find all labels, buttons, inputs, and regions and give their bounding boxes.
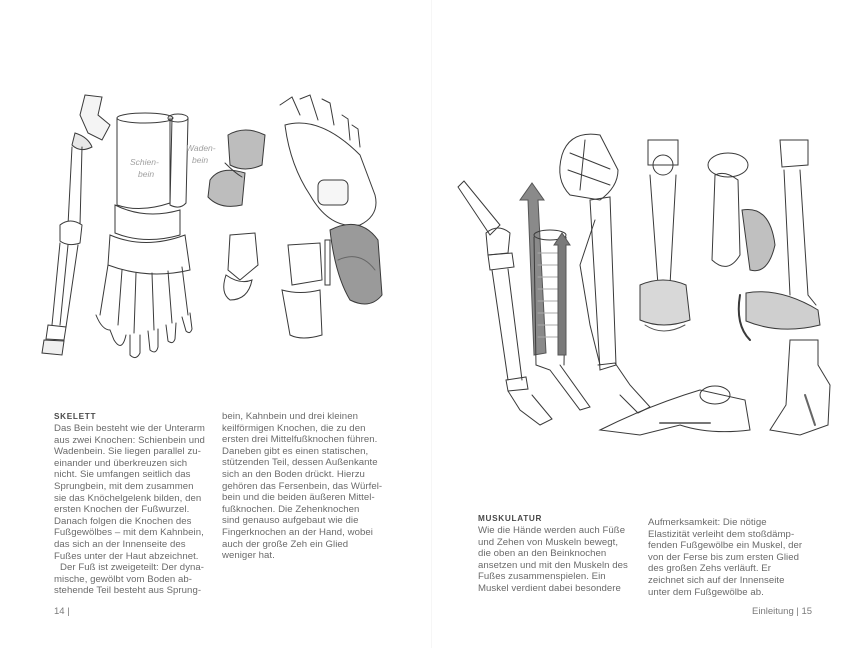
text-line: Fußes zusammenspielen. Ein [478, 571, 606, 583]
page-number-right: Einleitung | 15 [752, 606, 813, 617]
text-line: sich an den Boden drückt. Hierzu [222, 468, 365, 480]
right-page [432, 0, 864, 648]
foot-arch-sketch [600, 386, 750, 435]
text-line: und Zehen von Muskeln bewegt, [478, 536, 619, 548]
text-line: unter dem Fußgewölbe ab. [648, 586, 764, 598]
text-line: zeichnet sich auf der Innenseite [648, 574, 785, 586]
text-line: sind genauso aufgebaut wie die [222, 515, 359, 527]
text-line: das sich an der Innenseite des [54, 538, 186, 550]
text-line: Fußes unter der Haut abzeichnet. [54, 550, 199, 562]
skelett-column-2 [222, 411, 397, 562]
ankle-joint-sketches [224, 233, 330, 338]
text-line: bein, Kahnbein und drei kleinen [222, 411, 358, 422]
muscle-arrows-sketch [520, 183, 590, 410]
text-line: mische, gewölbt vom Boden ab- [54, 573, 192, 585]
leg-muscles-sketch [560, 134, 650, 413]
text-line: Daneben gibt es einen statischen, [222, 445, 369, 457]
skeleton-illustration [30, 85, 430, 385]
section-heading-muskulatur: MUSKULATUR [478, 514, 543, 523]
foot-skeleton-below-sketch [280, 95, 382, 304]
text-line: aus zwei Knochen: Schienbein und [54, 434, 205, 446]
leg-skeleton-sketch [42, 95, 110, 355]
section-heading-skelett: SKELETT [54, 412, 97, 421]
text-line: Sprungbein, mit dem zusammen [54, 480, 194, 492]
text-line: ansetzen und mit den Muskeln des [478, 559, 628, 571]
text-line: ersten drei Mittelfußknochen führen. [222, 434, 378, 446]
talus-bone-sketch [208, 130, 265, 206]
text-line: Muskel verdient dabei besondere [478, 582, 621, 594]
text-line: Wie die Hände werden auch Füße [478, 525, 626, 536]
text-line: Der Fuß ist zweigeteilt: Der dyna- [60, 562, 205, 574]
muskulatur-column-1 [478, 513, 648, 595]
musculature-illustration [450, 125, 840, 450]
text-line: auch der große Zeh ein Glied [222, 538, 349, 550]
lower-leg-front-sketch [640, 140, 690, 331]
label-schienbein-2: bein [138, 169, 155, 179]
text-line: stehende Teil besteht aus Sprung- [54, 585, 202, 597]
foot-skeleton-front-sketch [96, 113, 216, 358]
text-line: weniger hat. [222, 550, 275, 562]
text-line: stützenden Teil, dessen Außenkante [222, 457, 378, 469]
label-wadenbein-1: Waden- [186, 143, 216, 153]
muskulatur-column-2 [648, 517, 828, 598]
text-line: des großen Zehs verläuft. Er [648, 563, 771, 575]
text-line: bein und die beiden äußeren Mittel- [222, 492, 375, 504]
label-schienbein-1: Schien- [130, 157, 159, 167]
text-line: gehören das Fersenbein, das Würfel- [222, 480, 383, 492]
text-line: Das Bein besteht wie der Unterarm [54, 423, 205, 434]
text-line: nicht. Sie umfangen seitlich das [54, 469, 191, 481]
text-line: ersten Knochen der Fußwurzel. [54, 504, 190, 516]
text-line: Aufmerksamkeit: Die nötige [648, 517, 767, 528]
foot-top-sketch [708, 153, 775, 271]
text-line: Elastizität verleiht dem stoßdämp- [648, 528, 795, 540]
foot-side-sketch [770, 340, 830, 435]
text-line: Fußgewölbes – mit dem Kahnbein, [54, 527, 204, 539]
text-line: Fingerknochen an der Hand, wobei [222, 526, 373, 538]
text-line: die oben an den Beinknochen [478, 548, 607, 560]
text-line: sie das Knöchelgelenk bilden, den [54, 492, 202, 504]
text-line: Wadenbein. Sie liegen parallel zu- [54, 446, 201, 458]
text-line: von der Ferse bis zum ersten Glied [648, 551, 799, 563]
skelett-column-1 [54, 411, 224, 597]
label-wadenbein-2: bein [192, 155, 209, 165]
text-line: keilförmigen Knochen, die zu den [222, 422, 366, 434]
text-line: fußknochen. Die Zehenknochen [222, 503, 360, 515]
page-number-left: 14 | [54, 606, 70, 617]
text-line: einander und überkreuzen sich [54, 457, 188, 469]
text-line: Danach folgen die Knochen des [54, 515, 192, 527]
text-line: fenden Fußgewölbe ein Muskel, der [648, 540, 803, 552]
